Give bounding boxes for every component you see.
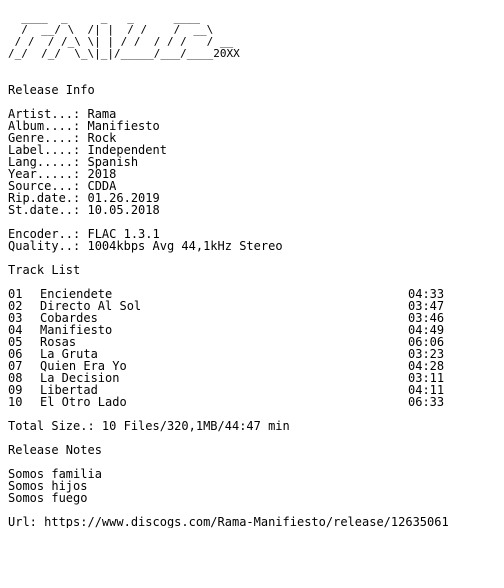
track-duration: 03:46: [408, 311, 445, 325]
field-st-date: St.date..: 10.05.2018: [8, 203, 160, 217]
track-duration: 04:49: [408, 323, 445, 337]
track-duration: 03:47: [408, 299, 445, 313]
track-number: 04: [8, 323, 23, 337]
track-list: [8, 288, 504, 408]
note-line: Somos fuego: [8, 491, 88, 505]
total-size: Total Size.: 10 Files/320,1MB/44:47 min: [8, 419, 290, 433]
track-duration: 04:28: [408, 359, 445, 373]
release-notes: [8, 468, 504, 504]
field-artist: Artist...: Rama: [8, 107, 117, 121]
field-lang: Lang.....: Spanish: [8, 155, 139, 169]
field-encoder: Encoder..: FLAC 1.3.1: [8, 227, 160, 241]
track-duration: 06:06: [408, 335, 445, 349]
track-title: Directo Al Sol: [40, 299, 142, 313]
track-title: Quien Era Yo: [40, 359, 127, 373]
track-number: 05: [8, 335, 23, 349]
track-number: 01: [8, 287, 23, 301]
track-title: Libertad: [40, 383, 98, 397]
field-quality: Quality..: 1004kbps Avg 44,1kHz Stereo: [8, 239, 283, 253]
track-number: 09: [8, 383, 23, 397]
field-album: Album....: Manifiesto: [8, 119, 160, 133]
note-line: Somos familia: [8, 467, 102, 481]
track-duration: 06:33: [408, 395, 445, 409]
track-number: 10: [8, 395, 23, 409]
track-title: Manifiesto: [40, 323, 113, 337]
discogs-url: Url: https://www.discogs.com/Rama-Manifiesto/release/12635061: [8, 516, 449, 528]
track-number: 06: [8, 347, 23, 361]
track-number: 07: [8, 359, 23, 373]
track-duration: 04:33: [408, 287, 445, 301]
field-year: Year.....: 2018: [8, 167, 117, 181]
track-duration: 03:23: [408, 347, 445, 361]
track-number: 02: [8, 299, 23, 313]
note-line: Somos hijos: [8, 479, 88, 493]
track-number: 08: [8, 371, 23, 385]
track-title: El Otro Lado: [40, 395, 127, 409]
ascii-logo: ____ _ _ _ ____ / __/ \ /| | / / / __\ / / / /_\ \| | / / / / / / __ /_/ /_/ \_\|_|/_____/___/____20XX: [8, 11, 240, 60]
track-duration: 04:11: [408, 383, 445, 397]
track-title: La Decision: [40, 371, 120, 385]
track-row: [8, 396, 504, 408]
track-title: Enciendete: [40, 287, 113, 301]
track-duration: 03:11: [408, 371, 445, 385]
field-genre: Genre....: Rock: [8, 131, 117, 145]
field-rip-date: Rip.date.: 01.26.2019: [8, 191, 160, 205]
track-number: 03: [8, 311, 23, 325]
field-source: Source...: CDDA: [8, 179, 117, 193]
release-info-fields: [8, 108, 504, 216]
track-title: Cobardes: [40, 311, 98, 325]
field-label: Label....: Independent: [8, 143, 167, 157]
track-title: La Gruta: [40, 347, 98, 361]
release-notes-heading: Release Notes: [8, 443, 102, 457]
track-title: Rosas: [40, 335, 77, 349]
track-list-heading: Track List: [8, 263, 81, 277]
release-info-heading: Release Info: [8, 83, 95, 97]
